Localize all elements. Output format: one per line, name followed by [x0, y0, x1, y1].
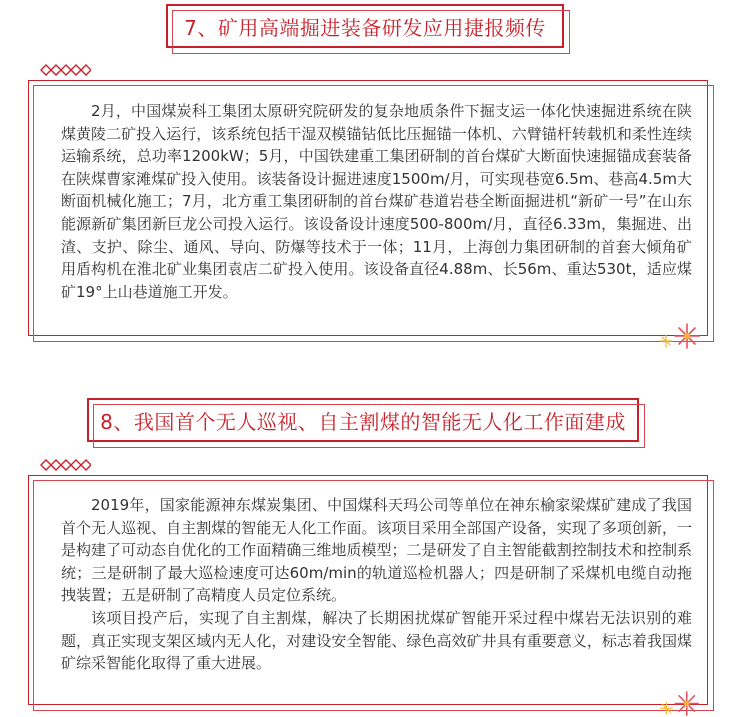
section-8-paragraph-1: 2019年，国家能源神东煤炭集团、中国煤科天玛公司等单位在神东榆家梁煤矿建成了我国首个无人巡视、自主割煤的智能无人化工作面。该项目采用全部国产设备，实现了多项创新，一是构建了可动态自优化的工作面精确三维地质模型；二是研发了自主智能截割控制技术和控制系统；三是研制了最大巡检速度可达60m/min的轨道巡检机器人；四是研制了采煤机电缆自动拖拽装置；五是研制了高精度人员定位系统。: [61, 496, 692, 605]
diamond-chain-icon: [39, 64, 91, 76]
section-8-title: 8、我国首个无人巡视、自主割煤的智能无人化工作面建成: [100, 409, 626, 434]
section-8-title-box: [87, 398, 639, 442]
section-7-paragraph: 2月，中国煤炭科工集团太原研究院研发的复杂地质条件下掘支运一体化快速掘进系统在陕煤黄陵二矿投入运行，该系统包括干湿双模锚钻低比压掘锚一体机、六臂锚杆转载机和柔性连续运输系统，总功率1200kW；5月，中国铁建重工集团研制的首台煤矿大断面快速掘锚成套装备在陕煤曹家滩煤矿投入使用。该装备设计掘进速度1500m/月，可实现巷宽6.5m、巷高4.5m大断面机械化施工；7月，北方重工集团研制的首台煤矿巷道岩巷全断面掘进机“新矿一号”在山东能源新矿集团新巨龙公司投入运行。该设备设计速度500-800m/月，直径6.33m，集掘进、出渣、支护、除尘、通风、导向、防爆等技术于一体；11月，上海创力集团研制的首套大倾角矿用盾构机在淮北矿业集团袁店二矿投入使用。该设备直径4.88m、长56m、重达530t，适应煤矿19°上山巷道施工开发。: [61, 102, 692, 301]
section-7-card: [28, 80, 708, 336]
flower-icon: [656, 322, 702, 350]
section-7-title-box: [166, 4, 564, 48]
diamond-chain-icon: [39, 459, 91, 471]
section-7-title: 7、矿用高端掘进装备研发应用捷报频传: [184, 15, 546, 40]
section-8-paragraph-2: 该项目投产后，实现了自主割煤，解决了长期困扰煤矿智能开采过程中煤岩无法识别的难题，真正实现支架区域内无人化，对建设安全智能、绿色高效矿井具有重要意义，标志着我国煤矿综采智能化取得了重大进展。: [61, 608, 692, 673]
section-8-card: [28, 475, 708, 705]
flower-icon: [656, 690, 702, 717]
